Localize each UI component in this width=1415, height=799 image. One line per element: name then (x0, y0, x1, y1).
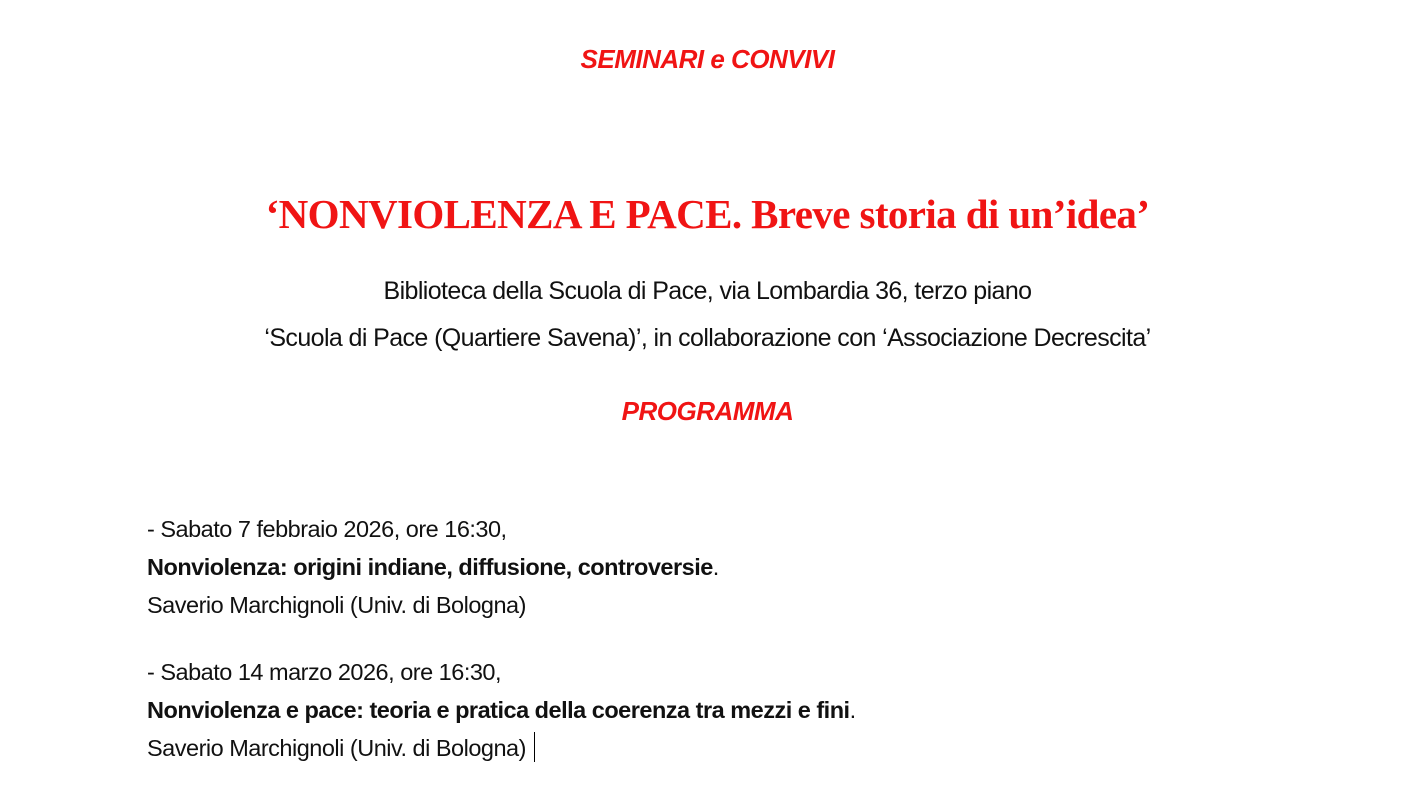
program-heading: PROGRAMMA (621, 396, 794, 426)
event-topic-line (147, 691, 856, 729)
event-topic-punct: . (712, 554, 719, 580)
event-item (147, 510, 719, 624)
text-cursor (534, 732, 535, 762)
event-speaker: Saverio Marchignoli (Univ. di Bologna) (147, 735, 526, 761)
document-title: ‘NONVIOLENZA E PACE. Breve storia di un’idea’ (265, 191, 1150, 237)
event-topic-punct: . (849, 697, 856, 723)
event-date: - Sabato 14 marzo 2026, ore 16:30, (147, 659, 502, 685)
organizers-line: ‘Scuola di Pace (Quartiere Savena)’, in collaborazione con ‘Associazione Decrescita’ (264, 324, 1151, 352)
event-speaker-line[interactable] (147, 729, 856, 767)
event-date: - Sabato 7 febbraio 2026, ore 16:30, (147, 516, 507, 542)
event-topic: Nonviolenza: origini indiane, diffusione, controversie (147, 554, 713, 580)
kicker-heading: SEMINARI e CONVIVI (580, 44, 835, 74)
event-topic: Nonviolenza e pace: teoria e pratica della coerenza tra mezzi e fini (147, 697, 850, 723)
event-speaker: Saverio Marchignoli (Univ. di Bologna) (147, 592, 526, 618)
event-item (147, 653, 856, 767)
event-topic-line (147, 548, 719, 586)
venue-line: Biblioteca della Scuola di Pace, via Lombardia 36, terzo piano (383, 277, 1032, 305)
